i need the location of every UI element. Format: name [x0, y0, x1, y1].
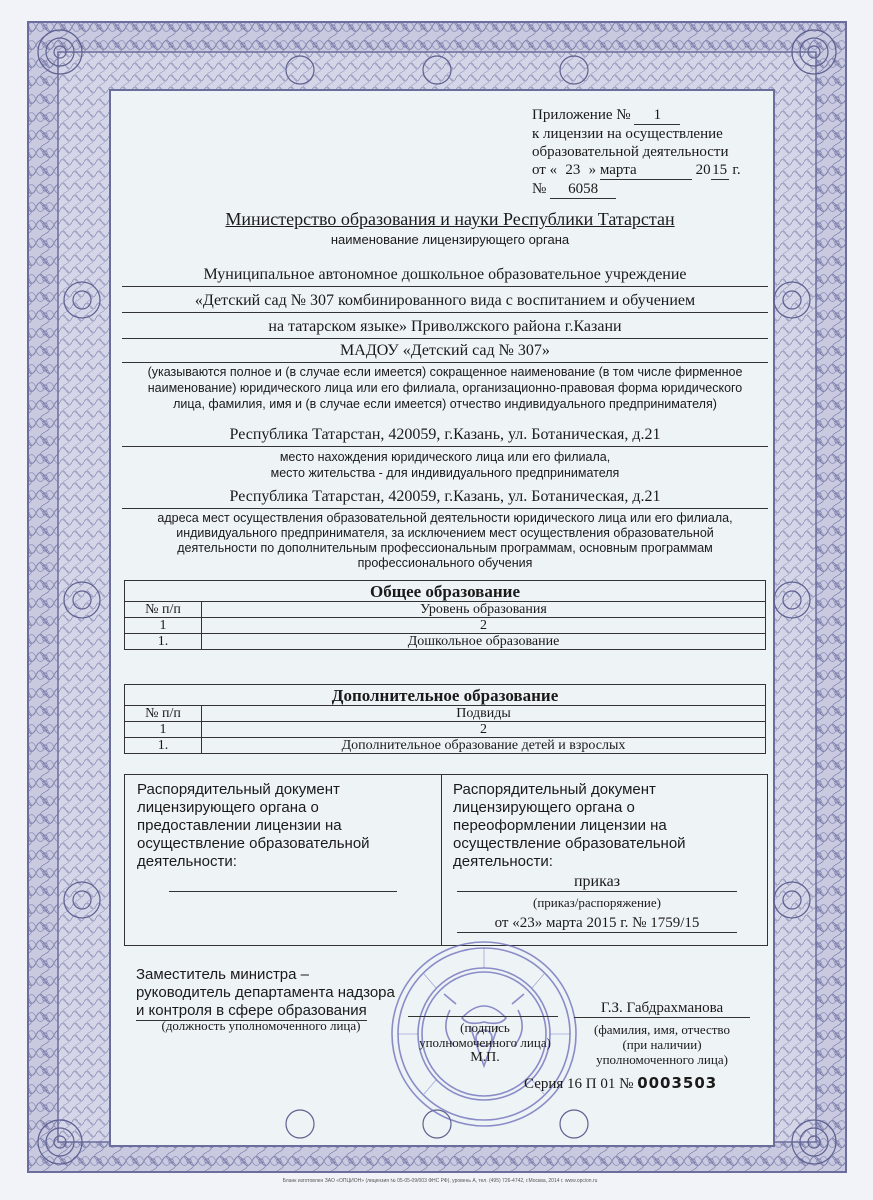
org-line3: на татарском языке» Приволжского района г.Казани: [122, 318, 768, 339]
signatory-caption-line1: (фамилия, имя, отчество: [594, 1022, 730, 1037]
series-number: 0003503: [637, 1074, 718, 1092]
appendix-date-mid: »: [588, 162, 597, 178]
location-caption-line2: место жительства - для индивидуального предпринимателя: [270, 466, 620, 480]
activity-caption-line1: адреса мест осуществления образовательной деятельности юридического лица или его филиала,: [157, 511, 733, 525]
signature-caption: [410, 1020, 560, 1065]
org-caption: [122, 364, 768, 412]
appendix-number: 1: [634, 106, 680, 125]
decision-doc-type: приказ: [457, 873, 737, 892]
signature-line: [408, 1016, 558, 1017]
decision-left-line2: лицензирующего органа о: [137, 799, 319, 816]
appendix-license-no: 6058: [550, 180, 616, 199]
footer-imprint: Бланк изготовлен ЗАО «ОПЦИОН» (лицензия № 05-05-09/003 ФНС РФ), уровень А, тел. (495) 726-4742, г.Москва, 2014 г. www.opcion.ru: [282, 1178, 598, 1184]
signature-caption-line1: (подпись: [460, 1020, 510, 1035]
org-caption-line3: лица, фамилия, имя и (в случае если имеется) отчество индивидуального предпринимателя): [173, 397, 717, 411]
general-ed-col2: Уровень образования: [202, 602, 766, 618]
activity-caption-line2: индивидуального предпринимателя, за исключением мест осуществления образовательной: [176, 526, 714, 540]
location-caption: [122, 449, 768, 481]
general-ed-col1: № п/п: [125, 602, 202, 618]
signatory-caption-line2: (при наличии): [622, 1037, 702, 1052]
decision-box: [124, 774, 768, 946]
appendix-num-label: №: [532, 181, 547, 197]
signature-position-line1: Заместитель министра –: [136, 966, 310, 983]
decision-left-blank: [169, 891, 397, 892]
additional-ed-row-num: 1.: [125, 738, 202, 754]
signature-position-line2: руководитель департамента надзора: [136, 984, 395, 1001]
decision-doc-caption: (приказ/распоряжение): [533, 895, 661, 910]
appendix-label: Приложение №: [532, 107, 631, 123]
decision-right-line2: лицензирующего органа о: [453, 799, 635, 816]
appendix-line2: образовательной деятельности: [532, 144, 729, 160]
series-code: 16 П 01: [567, 1076, 616, 1092]
activity-address: Республика Татарстан, 420059, г.Казань, ул. Ботаническая, д.21: [122, 488, 768, 509]
additional-ed-col1: № п/п: [125, 706, 202, 722]
activity-caption: [122, 511, 768, 571]
signatory-name: Г.З. Габдрахманова: [574, 1000, 750, 1018]
appendix-month: марта: [600, 161, 692, 180]
ministry-name: Министерство образования и науки Республики Татарстан: [225, 209, 675, 229]
general-ed-num1: 1: [125, 618, 202, 634]
ministry-caption: наименование лицензирующего органа: [330, 232, 570, 247]
activity-caption-line4: профессионального обучения: [357, 556, 533, 570]
decision-doc-date: от «23» марта 2015 г. № 1759/15: [457, 915, 737, 933]
decision-left-text: [137, 781, 370, 871]
decision-right-line5: деятельности:: [453, 853, 553, 870]
general-ed-row-num: 1.: [125, 634, 202, 650]
appendix-year-prefix: 20: [695, 162, 711, 178]
additional-education-table: [124, 684, 766, 754]
decision-left-line5: деятельности:: [137, 853, 237, 870]
activity-caption-line3: деятельности по дополнительным профессиональным программам, основным программам: [177, 541, 713, 555]
additional-ed-num2: 2: [202, 722, 766, 738]
signatory-caption-line3: уполномоченного лица): [596, 1052, 728, 1067]
general-education-table: [124, 580, 766, 650]
org-line2: «Детский сад № 307 комбинированного вида с воспитанием и обучением: [122, 292, 768, 313]
appendix-block: [532, 106, 741, 199]
decision-right-text: [453, 781, 686, 871]
signature-mp: М.П.: [470, 1050, 500, 1065]
org-short-name: МАДОУ «Детский сад № 307»: [122, 342, 768, 363]
org-line1: Муниципальное автономное дошкольное образовательное учреждение: [122, 266, 768, 287]
series-num-label: №: [619, 1076, 634, 1092]
location-caption-line1: место нахождения юридического лица или его филиала,: [279, 450, 611, 464]
decision-left-line4: осуществление образовательной: [137, 835, 370, 852]
decision-right-line3: переоформлении лицензии на: [453, 817, 667, 834]
general-ed-title: Общее образование: [125, 581, 766, 602]
additional-ed-title: Дополнительное образование: [125, 685, 766, 706]
appendix-year-end: г.: [732, 162, 741, 178]
general-ed-num2: 2: [202, 618, 766, 634]
signature-position: [136, 966, 395, 1021]
series-label: Серия: [524, 1076, 564, 1092]
appendix-year-suffix: 15: [712, 162, 728, 178]
decision-left-line1: Распорядительный документ: [137, 781, 340, 798]
appendix-day: 23: [565, 162, 581, 178]
table-row: [125, 634, 766, 650]
decision-right-line1: Распорядительный документ: [453, 781, 656, 798]
location-address: Республика Татарстан, 420059, г.Казань, ул. Ботаническая, д.21: [122, 426, 768, 447]
additional-ed-num1: 1: [125, 722, 202, 738]
decision-left-line3: предоставлении лицензии на: [137, 817, 342, 834]
signature-caption-line2: уполномоченного лица): [419, 1035, 551, 1050]
decision-right-line4: осуществление образовательной: [453, 835, 686, 852]
series-block: [524, 1074, 717, 1093]
general-ed-row-name: Дошкольное образование: [202, 634, 766, 650]
org-caption-line1: (указываются полное и (в случае если имеется) сокращенное наименование (в том числе фирменное: [147, 365, 743, 379]
signature-position-caption: (должность уполномоченного лица): [161, 1018, 361, 1033]
appendix-date-prefix: от «: [532, 162, 558, 178]
appendix-line1: к лицензии на осуществление: [532, 126, 723, 142]
additional-ed-row-name: Дополнительное образование детей и взрослых: [202, 738, 766, 754]
org-caption-line2: наименование) юридического лица или его филиала, организационно-правовая форма юридического: [147, 381, 743, 395]
table-row: [125, 738, 766, 754]
signatory-caption: [574, 1022, 750, 1067]
signature-position-line3: и контроля в сфере образования: [136, 1002, 367, 1019]
additional-ed-col2: Подвиды: [202, 706, 766, 722]
